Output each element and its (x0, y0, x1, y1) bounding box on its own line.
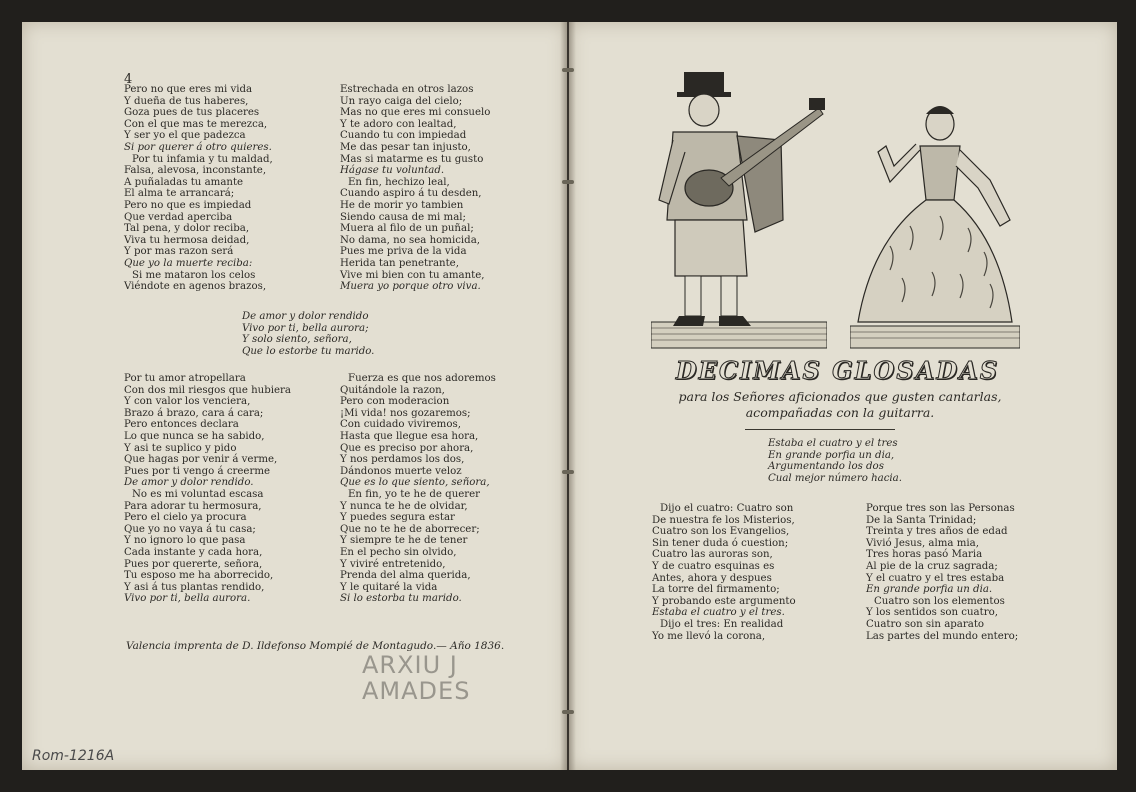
verse-line: Y de cuatro esquinas es (652, 560, 775, 572)
verse-line: Mas no que eres mi consuelo (340, 107, 491, 119)
verse-line: Y con valor los venciera, (124, 396, 251, 408)
epigraph (768, 438, 902, 484)
verse-line: ¡Mi vida! nos gozaremos; (340, 407, 471, 419)
verse-line: Tal pena, y dolor reciba, (124, 223, 250, 235)
verse-line: Argumentando los dos (768, 461, 884, 473)
verse-line: Que yo no vaya á tu casa; (124, 523, 256, 535)
verse-line: Muera al filo de un puñal; (340, 223, 474, 235)
verse-line: Y no ignoro lo que pasa (124, 535, 246, 547)
verse-line: Mas si matarme es tu gusto (340, 153, 484, 165)
verse-line: Herida tan penetrante, (340, 257, 459, 269)
imprint-line: Valencia imprenta de D. Ildefonso Mompié de Montagudo.— Año 1836. (126, 640, 505, 652)
verse-line: Treinta y tres años de edad (866, 526, 1008, 538)
verse-line: Cual mejor número hacia. (768, 472, 902, 484)
verse-line: Lo que nunca se ha sabido, (124, 430, 265, 442)
verse-line: Pero no que eres mi vida (124, 84, 253, 95)
verse-line: Y ser yo el que padezca (124, 130, 246, 142)
verse-line: Yo me llevó la corona, (652, 630, 766, 642)
verse-line: De nuestra fe los Misterios, (652, 514, 795, 526)
verse-line: Y le quitaré la vida (340, 581, 438, 593)
verse-line: Siendo causa de mi mal; (340, 211, 466, 223)
verse-line: Y por mas razon será (124, 246, 234, 258)
verse-line: Pues por ti vengo á creerme (124, 465, 271, 477)
woodcut-lady-icon (850, 70, 1020, 350)
verse-line: Sin tener duda ó cuestion; (652, 537, 789, 549)
verse-line: Que no te he de aborrecer; (340, 523, 480, 535)
verse-line: Que es preciso por ahora, (340, 442, 474, 454)
verse-line: No dama, no sea homicida, (340, 234, 481, 246)
verse-line: De amor y dolor rendido (242, 311, 369, 322)
verse-line: En grande porfia un dia, (768, 449, 895, 461)
stamp-line: ARXIU J (362, 651, 458, 679)
verse-line: Cada instante y cada hora, (124, 546, 263, 558)
verse-line: Y dueña de tus haberes, (124, 95, 249, 107)
verse-line: Y probando este argumento (652, 595, 796, 607)
page-gutter (560, 22, 576, 770)
verse-line: La torre del firmamento; (652, 584, 780, 596)
verse-line: Y asi á tus plantas rendido, (124, 581, 265, 593)
verse-line: Pues me priva de la vida (340, 246, 467, 258)
verse-line: A puñaladas tu amante (124, 176, 244, 188)
verse-line: Y solo siento, señora, (242, 334, 352, 346)
verse-line: Para adorar tu hermosura, (124, 500, 262, 512)
verse-line: Pues por quererte, señora, (124, 558, 263, 570)
verse-line: Tu esposo me ha aborrecido, (124, 570, 274, 582)
verse-line: En fin, yo te he de querer (348, 488, 481, 500)
binding-stitch (562, 710, 574, 714)
verse-line: Estaba el cuatro y el tres. (652, 607, 785, 619)
verse-line: Estaba el cuatro y el tres (768, 438, 898, 449)
stanza2-col1 (124, 373, 291, 605)
verse-line: Pero no que es impiedad (124, 199, 252, 211)
verse-line: Pero el cielo ya procura (124, 512, 247, 524)
verse-line: Que hagas por venir á verme, (124, 454, 278, 466)
verse-line: Al pie de la cruz sagrada; (866, 560, 998, 572)
verse-line: Estrechada en otros lazos (340, 84, 474, 95)
verse-line: El alma te arrancará; (124, 188, 235, 200)
woodcut-guitar-player-icon (651, 70, 827, 350)
verse-line: Y puedes segura estar (340, 512, 455, 524)
stanza2-col2 (340, 373, 496, 605)
page-title: DECIMAS GLOSADAS (675, 356, 1000, 385)
verse-line: Un rayo caiga del cielo; (340, 95, 463, 107)
subtitle-line: para los Señores aficionados que gusten cantarlas, (678, 389, 1002, 404)
binding-stitch (562, 68, 574, 72)
verse-line: De amor y dolor rendido. (124, 477, 254, 489)
verse-line: No es mi voluntad escasa (132, 488, 264, 500)
divider-rule (745, 429, 895, 430)
verse-line: He de morir yo tambien (340, 199, 464, 211)
verse-line: Dándonos muerte veloz (340, 465, 462, 477)
page-number: 4 (124, 72, 133, 87)
verse-line: Dijo el cuatro: Cuatro son (660, 503, 794, 514)
verse-line: Cuando tu con impiedad (340, 130, 467, 142)
verse-line: Viéndote en agenos brazos, (124, 281, 267, 293)
center-verse (242, 311, 374, 357)
verse-line: Viva tu hermosa deidad, (124, 234, 250, 246)
stamp-line: AMADES (362, 677, 471, 705)
subtitle (640, 389, 1040, 421)
verse-line: Que yo la muerte reciba: (124, 257, 253, 269)
verse-line: Prenda del alma querida, (340, 570, 471, 582)
verse-line: Tres horas pasó Maria (866, 549, 983, 561)
verse-line: Vivió Jesus, alma mia, (866, 537, 979, 549)
verse-line: Falsa, alevosa, inconstante, (124, 165, 267, 177)
verse-line: Me das pesar tan injusto, (340, 141, 471, 153)
verse-line: Dijo el tres: En realidad (660, 618, 784, 630)
verse-line: Por tu infamia y tu maldad, (132, 153, 273, 165)
verse-line: Por tu amor atropellara (124, 373, 246, 384)
verse-line: Que lo estorbe tu marido. (242, 345, 375, 357)
verse-line: Y nos perdamos los dos, (340, 454, 465, 466)
verse-line: Goza pues de tus placeres (124, 107, 260, 119)
verse-line: Y los sentidos son cuatro, (866, 607, 998, 619)
verse-line: De la Santa Trinidad; (866, 514, 977, 526)
archive-stamp (362, 652, 472, 704)
verse-line: Vivo por ti, bella aurora. (124, 593, 251, 605)
verse-line: Muera yo porque otro viva. (340, 281, 481, 293)
stanza1-col1 (124, 84, 273, 293)
subtitle-line: acompañadas con la guitarra. (745, 405, 935, 420)
stanza1-col2 (340, 84, 490, 293)
verse-line: Vivo por ti, bella aurora; (242, 322, 369, 334)
verse-line: Quitándole la razon, (340, 384, 445, 396)
verse-line: En fin, hechizo leal, (348, 176, 450, 188)
verse-line: Cuatro son los elementos (874, 595, 1005, 607)
verse-line: En grande porfia un dia. (866, 584, 993, 596)
verse-line: Cuatro las auroras son, (652, 549, 773, 561)
verse-line: Si por querer á otro quieres. (124, 141, 272, 153)
binding-stitch (562, 180, 574, 184)
verse-line: Y nunca te he de olvidar, (340, 500, 468, 512)
verse-line: Con el que mas te merezca, (124, 118, 268, 130)
verse-line: Hasta que llegue esa hora, (340, 430, 479, 442)
verse-line: Fuerza es que nos adoremos (348, 373, 496, 384)
verse-line: Antes, ahora y despues (652, 572, 772, 584)
verse-line: Y te adoro con lealtad, (340, 118, 457, 130)
verse-line: Cuatro son sin aparato (866, 618, 985, 630)
verse-line: Cuando aspiro á tu desden, (340, 188, 482, 200)
right-col2 (866, 503, 1018, 642)
verse-line: Pero entonces declara (124, 419, 239, 431)
verse-line: Pero con moderacion (340, 396, 450, 408)
shelfmark: Rom-1216A (32, 748, 115, 764)
right-col1 (652, 503, 796, 642)
verse-line: Que es lo que siento, señora, (340, 477, 490, 489)
binding-stitch (562, 470, 574, 474)
verse-line: Cuatro son los Evangelios, (652, 526, 790, 538)
verse-line: Si lo estorba tu marido. (340, 593, 462, 605)
verse-line: Con dos mil riesgos que hubiera (124, 384, 291, 396)
verse-line: Y asi te suplico y pido (124, 442, 237, 454)
verse-line: Porque tres son las Personas (866, 503, 1015, 514)
verse-line: Si me mataron los celos (132, 269, 256, 281)
verse-line: Vive mi bien con tu amante, (340, 269, 485, 281)
verse-line: Con cuidado viviremos, (340, 419, 461, 431)
verse-line: Y siempre te he de tener (340, 535, 468, 547)
verse-line: Brazo á brazo, cara á cara; (124, 407, 264, 419)
verse-line: Y el cuatro y el tres estaba (866, 572, 1005, 584)
verse-line: En el pecho sin olvido, (340, 546, 457, 558)
verse-line: Que verdad aperciba (124, 211, 233, 223)
verse-line: Las partes del mundo entero; (866, 630, 1019, 642)
verse-line: Y viviré entretenido, (340, 558, 446, 570)
verse-line: Hágase tu voluntad. (340, 165, 445, 177)
